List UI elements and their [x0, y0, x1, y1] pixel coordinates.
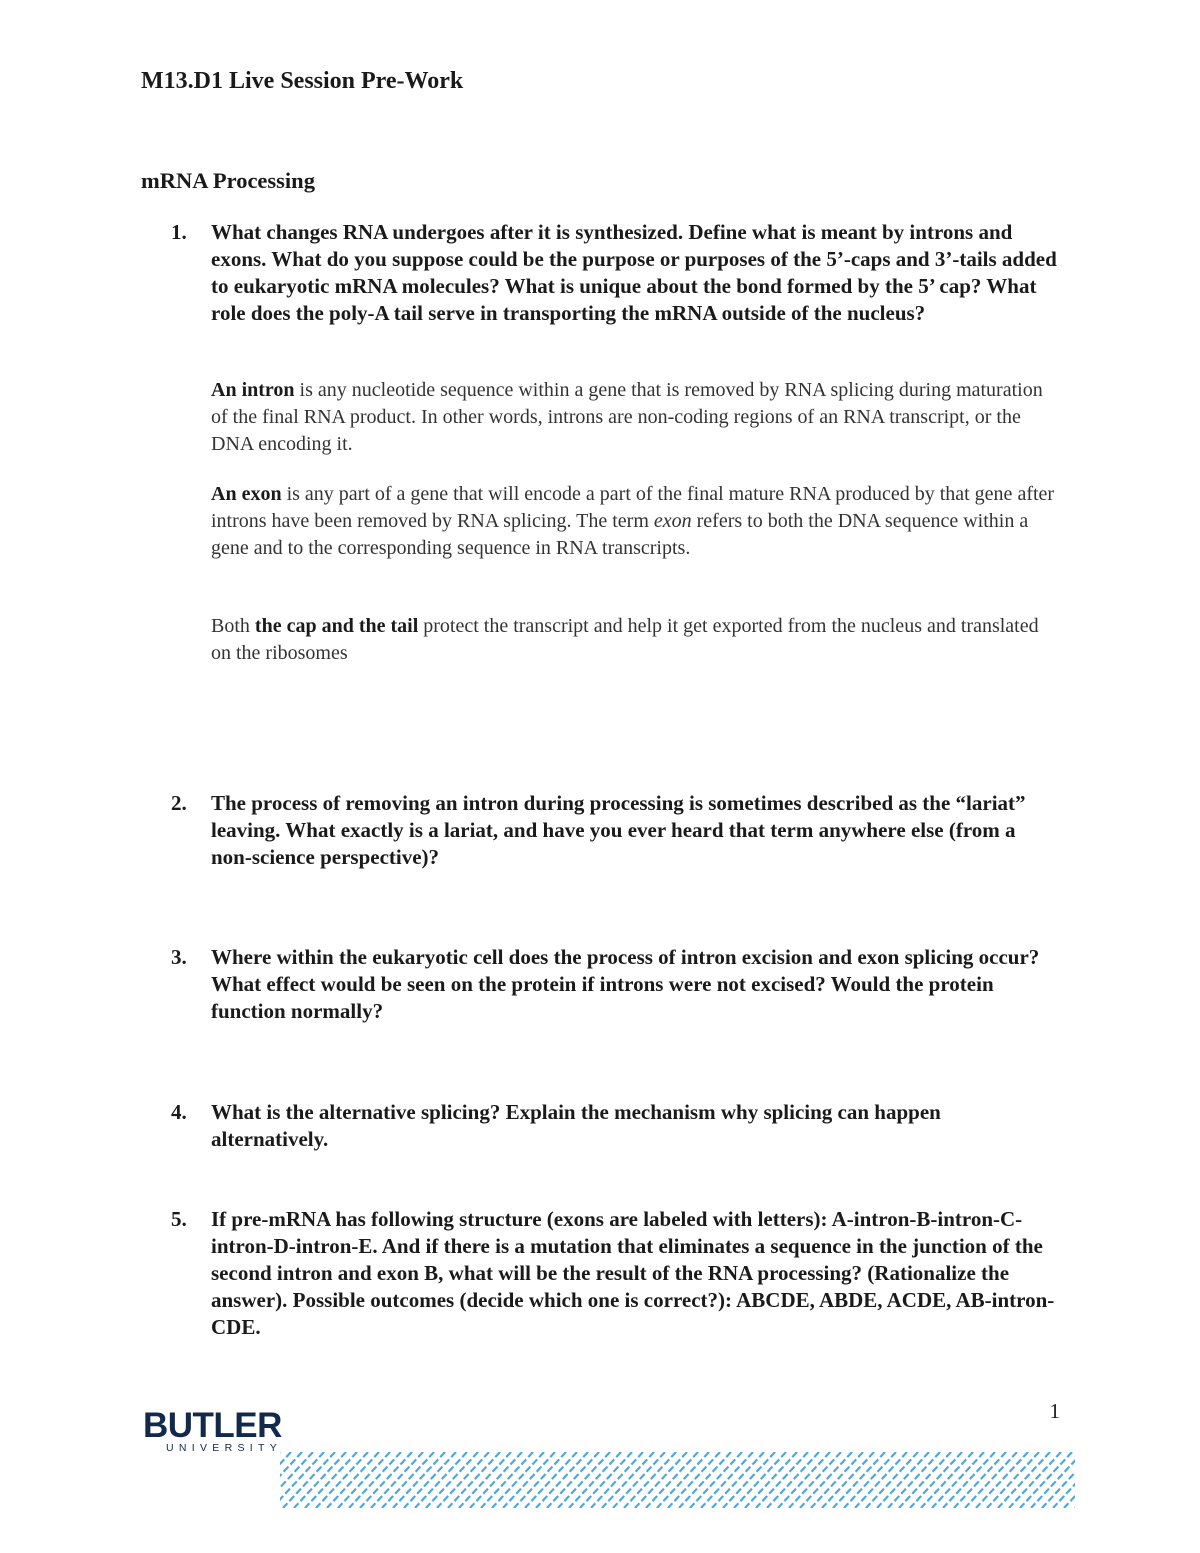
- diagonal-stripe-decoration: [280, 1452, 1075, 1508]
- page-number: 1: [1049, 1399, 1060, 1423]
- stripe-line: [536, 1452, 588, 1508]
- stripe-line: [734, 1452, 786, 1508]
- stripe-line: [943, 1452, 995, 1508]
- stripe-line: [811, 1452, 863, 1508]
- stripe-line: [338, 1452, 390, 1508]
- question-number: 1.: [171, 220, 187, 244]
- stripe-line: [657, 1452, 709, 1508]
- stripe-line: [888, 1452, 940, 1508]
- stripe-line: [547, 1452, 599, 1508]
- question-number: 3.: [171, 945, 187, 969]
- stripe-line: [833, 1452, 885, 1508]
- stripe-line: [855, 1452, 907, 1508]
- stripe-line: [899, 1452, 951, 1508]
- question-number: 2.: [171, 791, 187, 815]
- answer-term: An intron: [211, 379, 295, 401]
- question-number: 4.: [171, 1100, 187, 1124]
- answer-cap-tail: [211, 613, 1061, 667]
- stripe-line: [371, 1452, 423, 1508]
- stripe-line: [646, 1452, 698, 1508]
- answer-text: is any part of a gene that will encode a part of the final mature RNA produced by that gene after introns have been removed by RNA splicing. The term: [211, 483, 1055, 532]
- stripe-line: [866, 1452, 918, 1508]
- stripe-line: [1020, 1452, 1072, 1508]
- stripe-line: [910, 1452, 962, 1508]
- page-title: M13.D1 Live Session Pre-Work: [141, 68, 464, 94]
- stripe-line: [382, 1452, 434, 1508]
- stripe-line: [668, 1452, 720, 1508]
- butler-university-logo: [143, 1408, 293, 1454]
- stripe-line: [481, 1452, 533, 1508]
- stripe-line: [965, 1452, 1017, 1508]
- stripe-line: [976, 1452, 1028, 1508]
- stripe-line: [503, 1452, 555, 1508]
- stripe-line: [569, 1452, 621, 1508]
- stripe-line: [613, 1452, 665, 1508]
- stripe-line: [305, 1452, 357, 1508]
- stripe-line: [877, 1452, 929, 1508]
- answer-term: the cap and the tail: [254, 615, 419, 637]
- question-text: What is the alternative splicing? Explain the mechanism why splicing can happen alternatively.: [211, 1100, 941, 1151]
- stripe-line: [723, 1452, 775, 1508]
- stripe-line: [393, 1452, 445, 1508]
- logo-wordmark: BUTLER: [143, 1406, 282, 1445]
- section-heading: mRNA Processing: [141, 168, 315, 193]
- answer-term: An exon: [211, 483, 282, 505]
- stripe-line: [932, 1452, 984, 1508]
- stripe-line: [822, 1452, 874, 1508]
- answer-intron: [211, 377, 1061, 458]
- answer-emphasis: exon: [653, 510, 692, 532]
- stripe-line: [316, 1452, 368, 1508]
- stripe-line: [404, 1452, 456, 1508]
- stripe-line: [492, 1452, 544, 1508]
- stripe-line: [690, 1452, 742, 1508]
- stripe-line: [349, 1452, 401, 1508]
- stripe-line: [1009, 1452, 1061, 1508]
- stripe-line: [789, 1452, 841, 1508]
- stripe-line: [602, 1452, 654, 1508]
- stripe-line: [778, 1452, 830, 1508]
- stripe-line: [767, 1452, 819, 1508]
- stripe-line: [921, 1452, 973, 1508]
- stripe-line: [800, 1452, 852, 1508]
- stripe-line: [635, 1452, 687, 1508]
- stripe-line: [954, 1452, 1006, 1508]
- stripe-line: [327, 1452, 379, 1508]
- answer-text: is any nucleotide sequence within a gene that is removed by RNA splicing during maturation of the final RNA product. In other words, introns are non-coding regions of an RNA transcript, or the DNA encoding it.: [211, 379, 1043, 455]
- stripe-line: [1042, 1452, 1075, 1508]
- logo-subtitle: UNIVERSITY: [166, 1442, 283, 1454]
- question-text: The process of removing an intron during processing is sometimes described as the “lariat” leaving. What exactly is a lariat, and have you ever heard that term anywhere else (from a non-science perspective)?: [211, 791, 1026, 869]
- stripe-line: [987, 1452, 1039, 1508]
- stripe-line: [294, 1452, 346, 1508]
- answer-text: refers to both the DNA sequence within a gene and to the corresponding sequence in RNA transcripts.: [211, 510, 1029, 559]
- stripe-line: [448, 1452, 500, 1508]
- answer-text: Both: [211, 615, 255, 637]
- stripe-line: [280, 1452, 313, 1508]
- stripe-line: [459, 1452, 511, 1508]
- answer-text: protect the transcript and help it get exported from the nucleus and translated on the ribosomes: [211, 615, 1039, 664]
- stripe-line: [998, 1452, 1050, 1508]
- stripe-line: [679, 1452, 731, 1508]
- stripe-line: [525, 1452, 577, 1508]
- stripe-line: [580, 1452, 632, 1508]
- answer-exon: [211, 481, 1061, 562]
- question-number: 5.: [171, 1207, 187, 1231]
- stripe-line: [591, 1452, 643, 1508]
- stripe-line: [756, 1452, 808, 1508]
- question-text: If pre-mRNA has following structure (exons are labeled with letters): A-intron-B-intron-C-intron-D-intron-E. And if there is a mutation that eliminates a sequence in the junction of the second intron and exon B, what will be the result of the RNA processing? (Rationalize the answer). Possible outcomes (decide which one is correct?): ABCDE, ABDE, ACDE, AB-intron-CDE.: [211, 1207, 1055, 1339]
- stripe-line: [514, 1452, 566, 1508]
- question-text: Where within the eukaryotic cell does the process of intron excision and exon splicing occur? What effect would be seen on the protein if introns were not excised? Would the protein function normally?: [211, 945, 1040, 1023]
- stripe-line: [283, 1452, 335, 1508]
- stripe-line: [470, 1452, 522, 1508]
- stripe-line: [437, 1452, 489, 1508]
- stripe-line: [624, 1452, 676, 1508]
- stripe-line: [712, 1452, 764, 1508]
- stripe-line: [415, 1452, 467, 1508]
- stripe-line: [701, 1452, 753, 1508]
- question-text: What changes RNA undergoes after it is synthesized. Define what is meant by introns and exons. What do you suppose could be the purpose or purposes of the 5’-caps and 3’-tails added to eukaryotic mRNA molecules? What is unique about the bond formed by the 5’ cap? What role does the poly-A tail serve in transporting the mRNA outside of the nucleus?: [211, 220, 1057, 325]
- stripe-line: [426, 1452, 478, 1508]
- stripe-line: [745, 1452, 797, 1508]
- stripe-line: [844, 1452, 896, 1508]
- stripe-line: [558, 1452, 610, 1508]
- stripe-line: [360, 1452, 412, 1508]
